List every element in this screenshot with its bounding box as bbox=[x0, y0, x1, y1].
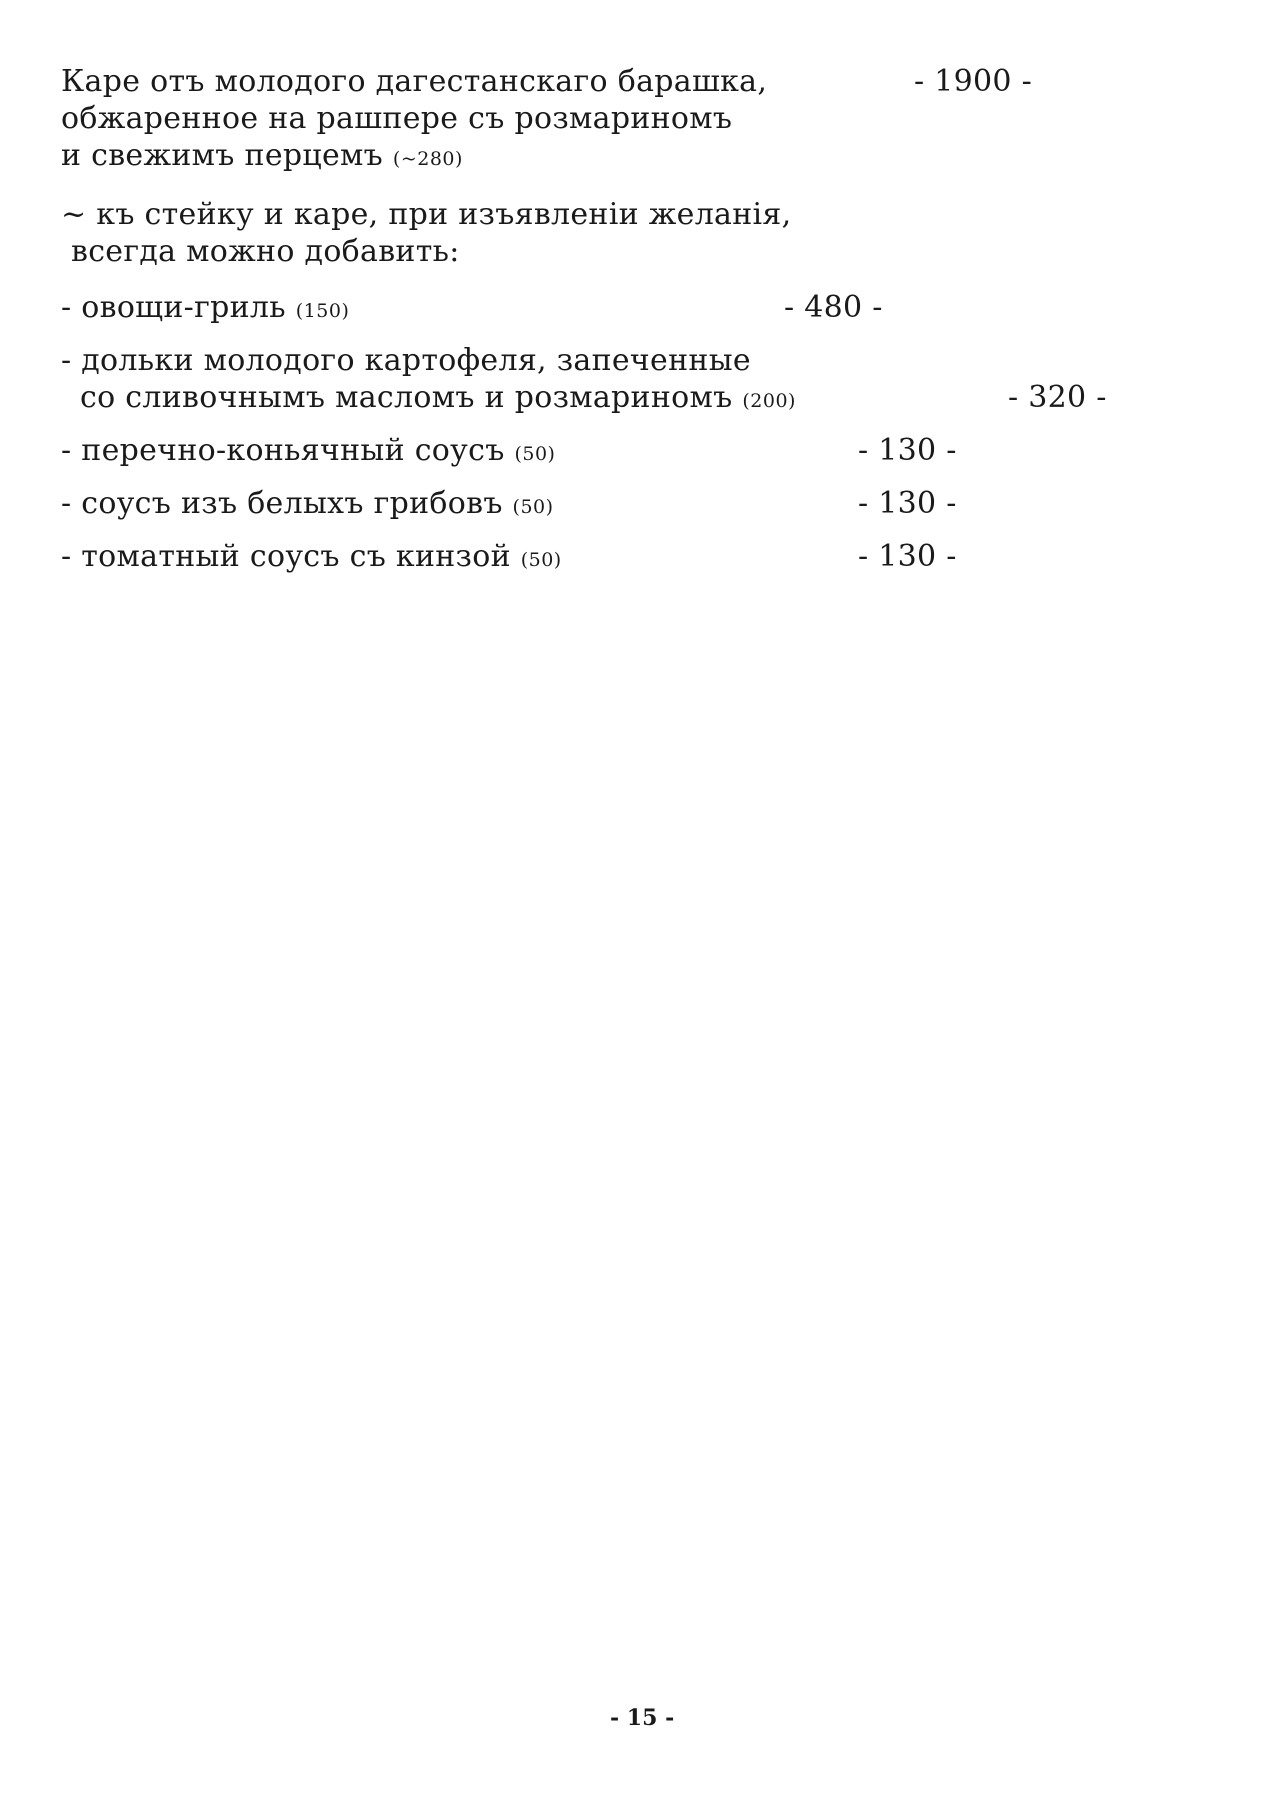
main-dish-line-3 bbox=[61, 138, 463, 177]
extra-name bbox=[61, 539, 562, 578]
extra-name bbox=[61, 290, 349, 329]
extra-price: - 130 - bbox=[858, 486, 957, 521]
extra-weight: (150) bbox=[295, 300, 350, 322]
main-dish-line-1: Каре отъ молодого дагестанскаго барашка, bbox=[61, 64, 768, 99]
extra-name-text: - перечно-коньячный соусъ bbox=[61, 433, 505, 468]
extra-price: - 320 - bbox=[1008, 380, 1107, 415]
extra-name-line-1: - дольки молодого картофеля, запеченные bbox=[61, 343, 751, 378]
extra-name-text: - томатный соусъ съ кинзой bbox=[61, 539, 511, 574]
extra-name-text: - овощи-гриль bbox=[61, 290, 286, 325]
extra-name-line-2-text: со сливочнымъ масломъ и розмариномъ bbox=[80, 380, 733, 415]
note-line-2: всегда можно добавить: bbox=[71, 234, 460, 269]
extra-name bbox=[61, 433, 555, 472]
extra-weight: (50) bbox=[514, 443, 556, 465]
main-dish-line-2: обжаренное на рашпере съ розмариномъ bbox=[61, 101, 733, 136]
note-line-1: ~ къ стейку и каре, при изъявленіи желанія, bbox=[61, 197, 792, 232]
extra-price: - 130 - bbox=[858, 539, 957, 574]
extra-price: - 480 - bbox=[784, 290, 883, 325]
extra-name-text: - соусъ изъ белыхъ грибовъ bbox=[61, 486, 503, 521]
extra-name-line-2 bbox=[80, 380, 796, 419]
page-number: - 15 - bbox=[610, 1705, 675, 1731]
extra-weight: (200) bbox=[742, 390, 796, 412]
extra-weight: (50) bbox=[512, 496, 554, 518]
main-dish-weight: (~280) bbox=[392, 148, 463, 170]
extra-weight: (50) bbox=[520, 549, 562, 571]
extra-name bbox=[61, 486, 554, 525]
main-dish-price: - 1900 - bbox=[914, 64, 1033, 99]
extra-price: - 130 - bbox=[858, 433, 957, 468]
main-dish-line-3-text: и свежимъ перцемъ bbox=[61, 138, 384, 173]
